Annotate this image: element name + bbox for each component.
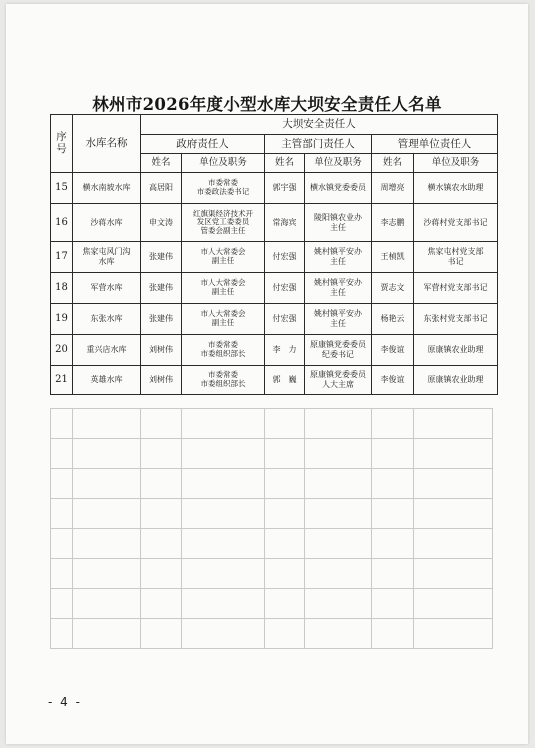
blank-grid-cell: [51, 589, 73, 619]
blank-grid-cell: [182, 409, 265, 439]
cell-gov-position: 红旗渠经济技术开 发区党工委委员 管委会副主任: [182, 204, 265, 242]
table-row: [51, 242, 498, 273]
blank-grid-cell: [73, 559, 141, 589]
blank-grid-cell: [414, 499, 493, 529]
cell-dept-name: 常海宾: [265, 204, 305, 242]
blank-grid-cell: [182, 589, 265, 619]
cell-mgmt-position: 原康镇农业助理: [414, 335, 498, 366]
blank-grid-cell: [414, 409, 493, 439]
table-row: [51, 273, 498, 304]
cell-mgmt-position: 东张村党支部书记: [414, 304, 498, 335]
header-mgmt-name: 姓名: [372, 154, 414, 173]
header-dept-position: 单位及职务: [305, 154, 372, 173]
blank-grid-cell: [414, 619, 493, 649]
cell-gov-position: 市人大常委会 副主任: [182, 242, 265, 273]
cell-reservoir: 东张水库: [73, 304, 141, 335]
cell-dept-position: 姚村镇平安办 主任: [305, 273, 372, 304]
responsibility-table: [50, 114, 498, 395]
blank-grid-cell: [305, 499, 372, 529]
blank-grid-cell: [73, 409, 141, 439]
table-row: [51, 304, 498, 335]
blank-grid-cell: [51, 559, 73, 589]
cell-reservoir: 军营水库: [73, 273, 141, 304]
cell-gov-name: 张建伟: [141, 273, 182, 304]
cell-mgmt-position: 军营村党支部书记: [414, 273, 498, 304]
cell-dept-position: 陵阳镇农业办 主任: [305, 204, 372, 242]
blank-grid-cell: [141, 469, 182, 499]
header-gov: 政府责任人: [141, 135, 265, 154]
blank-grid-cell: [182, 439, 265, 469]
cell-gov-position: 市人大常委会 副主任: [182, 273, 265, 304]
blank-grid-cell: [141, 499, 182, 529]
cell-mgmt-name: 李俊谊: [372, 366, 414, 395]
cell-dept-name: 郭宇强: [265, 173, 305, 204]
blank-grid-cell: [51, 409, 73, 439]
blank-grid-cell: [414, 469, 493, 499]
cell-mgmt-name: 李俊谊: [372, 335, 414, 366]
cell-reservoir: 焦家屯风门沟 水库: [73, 242, 141, 273]
blank-grid-cell: [305, 469, 372, 499]
blank-grid-cell: [141, 619, 182, 649]
header-gov-name: 姓名: [141, 154, 182, 173]
blank-grid-cell: [305, 439, 372, 469]
header-group: 大坝安全责任人: [141, 115, 498, 135]
cell-gov-name: 张建伟: [141, 242, 182, 273]
cell-seq: 17: [51, 242, 73, 273]
cell-seq: 20: [51, 335, 73, 366]
blank-grid-cell: [182, 529, 265, 559]
blank-grid-cell: [73, 589, 141, 619]
blank-grid-cell: [73, 529, 141, 559]
blank-grid-cell: [414, 559, 493, 589]
page-number: - 4 -: [48, 695, 82, 709]
header-dept-name: 姓名: [265, 154, 305, 173]
blank-grid-cell: [265, 469, 305, 499]
blank-grid-cell: [141, 589, 182, 619]
cell-dept-name: 郭 巍: [265, 366, 305, 395]
blank-grid-cell: [265, 439, 305, 469]
blank-grid-cell: [372, 439, 414, 469]
blank-grid-cell: [305, 559, 372, 589]
cell-dept-name: 付宏强: [265, 273, 305, 304]
blank-grid-cell: [265, 589, 305, 619]
table-row: [51, 204, 498, 242]
blank-grid-cell: [51, 619, 73, 649]
blank-grid-cell: [414, 589, 493, 619]
cell-mgmt-position: 横水镇农水助理: [414, 173, 498, 204]
cell-gov-name: 刘树伟: [141, 335, 182, 366]
cell-seq: 18: [51, 273, 73, 304]
cell-dept-position: 原康镇党委委员 纪委书记: [305, 335, 372, 366]
cell-dept-position: 姚村镇平安办 主任: [305, 242, 372, 273]
blank-grid-cell: [372, 469, 414, 499]
blank-grid-cell: [73, 619, 141, 649]
header-dept: 主管部门责任人: [265, 135, 372, 154]
cell-seq: 21: [51, 366, 73, 395]
cell-dept-position: 姚村镇平安办 主任: [305, 304, 372, 335]
header-mgmt-position: 单位及职务: [414, 154, 498, 173]
cell-mgmt-name: 王楨凯: [372, 242, 414, 273]
blank-grid-cell: [141, 559, 182, 589]
cell-dept-name: 付宏强: [265, 242, 305, 273]
header-seq: 序号: [51, 115, 73, 173]
cell-dept-position: 横水镇党委委员: [305, 173, 372, 204]
cell-reservoir: 英雄水库: [73, 366, 141, 395]
cell-dept-name: 李 力: [265, 335, 305, 366]
cell-reservoir: 重兴店水库: [73, 335, 141, 366]
blank-grid-cell: [372, 409, 414, 439]
cell-gov-name: 张建伟: [141, 304, 182, 335]
document-title: 林州市2026年度小型水库大坝安全责任人名单: [92, 95, 442, 114]
cell-gov-position: 市委常委 市委政法委书记: [182, 173, 265, 204]
blank-grid-cell: [182, 559, 265, 589]
blank-grid-cell: [414, 529, 493, 559]
cell-seq: 15: [51, 173, 73, 204]
blank-grid-cell: [51, 439, 73, 469]
cell-gov-name: 高居阳: [141, 173, 182, 204]
blank-grid-cell: [372, 589, 414, 619]
cell-mgmt-name: 李志鹏: [372, 204, 414, 242]
blank-grid: [50, 408, 493, 649]
cell-reservoir: 沙蒋水库: [73, 204, 141, 242]
cell-gov-name: 申文涛: [141, 204, 182, 242]
cell-gov-position: 市委常委 市委组织部长: [182, 335, 265, 366]
blank-grid-cell: [305, 619, 372, 649]
header-gov-position: 单位及职务: [182, 154, 265, 173]
cell-mgmt-position: 沙蒋村党支部书记: [414, 204, 498, 242]
blank-grid-cell: [305, 529, 372, 559]
blank-grid-cell: [141, 439, 182, 469]
blank-grid-cell: [372, 559, 414, 589]
blank-grid-cell: [141, 409, 182, 439]
cell-mgmt-name: 周增亮: [372, 173, 414, 204]
blank-grid-cell: [265, 619, 305, 649]
blank-grid-cell: [265, 499, 305, 529]
cell-mgmt-position: 焦家屯村党支部 书记: [414, 242, 498, 273]
blank-grid-cell: [51, 469, 73, 499]
cell-mgmt-position: 原康镇农业助理: [414, 366, 498, 395]
blank-grid-cell: [372, 499, 414, 529]
blank-grid-cell: [73, 469, 141, 499]
blank-grid-cell: [372, 619, 414, 649]
blank-grid-cell: [141, 529, 182, 559]
blank-grid-cell: [305, 589, 372, 619]
blank-grid-cell: [182, 469, 265, 499]
blank-grid-cell: [265, 559, 305, 589]
blank-grid-cell: [51, 499, 73, 529]
cell-reservoir: 横水南坡水库: [73, 173, 141, 204]
cell-mgmt-name: 杨艳云: [372, 304, 414, 335]
cell-gov-name: 刘树伟: [141, 366, 182, 395]
cell-seq: 16: [51, 204, 73, 242]
cell-gov-position: 市委常委 市委组织部长: [182, 366, 265, 395]
blank-grid-cell: [182, 619, 265, 649]
blank-grid-cell: [73, 499, 141, 529]
blank-grid-cell: [182, 499, 265, 529]
blank-grid-cell: [305, 409, 372, 439]
cell-dept-position: 原康镇党委委员 人大主席: [305, 366, 372, 395]
blank-grid-cell: [73, 439, 141, 469]
blank-grid-cell: [51, 529, 73, 559]
cell-gov-position: 市人大常委会 副主任: [182, 304, 265, 335]
blank-grid-cell: [372, 529, 414, 559]
header-mgmt: 管理单位责任人: [372, 135, 498, 154]
header-reservoir: 水库名称: [73, 115, 141, 173]
document-page: [6, 4, 528, 744]
cell-mgmt-name: 贾志文: [372, 273, 414, 304]
blank-grid-cell: [414, 439, 493, 469]
table-row: [51, 335, 498, 366]
table-row: [51, 366, 498, 395]
table-row: [51, 173, 498, 204]
cell-seq: 19: [51, 304, 73, 335]
blank-grid-cell: [265, 529, 305, 559]
blank-grid-cell: [265, 409, 305, 439]
cell-dept-name: 付宏强: [265, 304, 305, 335]
